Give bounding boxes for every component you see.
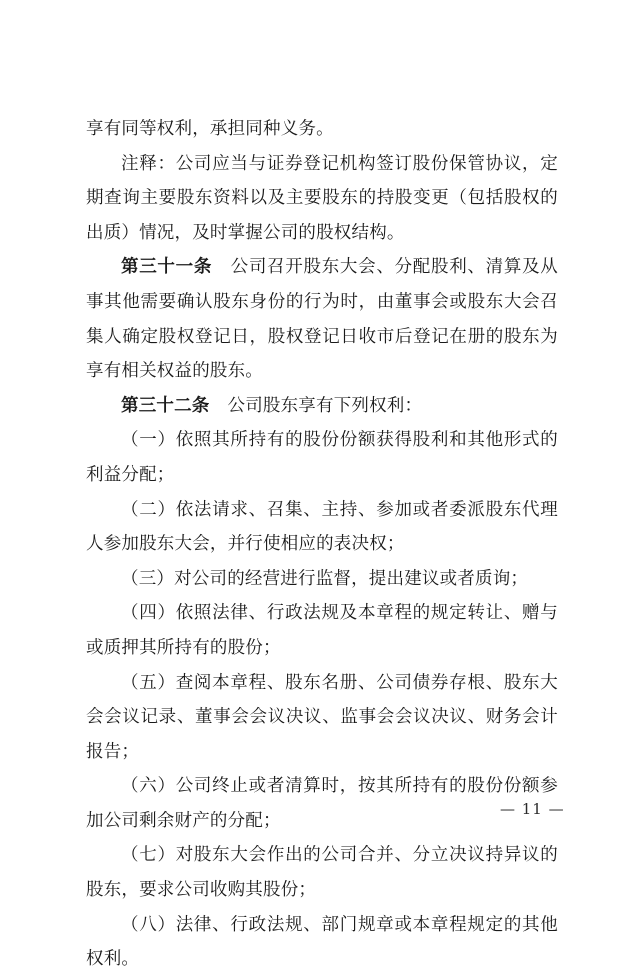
right-item-6: （六）公司终止或者清算时，按其所持有的股份份额参加公司剩余财产的分配；: [86, 776, 558, 831]
article-32: [86, 389, 558, 424]
right-item-4: （四）依照法律、行政法规及本章程的规定转让、赠与或质押其所持有的股份；: [86, 603, 558, 658]
right-item-8: （八）法律、行政法规、部门规章或本章程规定的其他权利。: [86, 914, 558, 970]
article-31-heading: 第三十一条: [121, 257, 213, 278]
document-body: [86, 112, 558, 977]
right-item-3: （三）对公司的经营进行监督，提出建议或者质询；: [121, 568, 529, 589]
paragraph-annotation: 注释：公司应当与证券登记机构签订股份保管协议，定期查询主要股东资料以及主要股东的持股变更（包括股权的出质）情况，及时掌握公司的股权结构。: [86, 153, 558, 243]
right-item-1: （一）依照其所持有的股份份额获得股利和其他形式的利益分配；: [86, 430, 558, 485]
right-item-2: （二）依法请求、召集、主持、参加或者委派股东代理人参加股东大会，并行使相应的表决权；: [86, 499, 558, 555]
article-31: [86, 250, 558, 388]
right-item-5: （五）查阅本章程、股东名册、公司债券存根、股东大会会议记录、董事会会议决议、监事会会议决议、财务会计报告；: [86, 672, 558, 762]
paragraph-continuation: 享有同等权利，承担同种义务。: [86, 119, 334, 139]
right-item-7: （七）对股东大会作出的公司合并、分立决议持异议的股东，要求公司收购其股份；: [86, 845, 558, 901]
article-32-heading: 第三十二条: [121, 395, 210, 416]
page-number: — 11 —: [500, 800, 565, 818]
article-32-text: 公司股东享有下列权利：: [227, 395, 423, 416]
article-31-text: 公司召开股东大会、分配股利、清算及从事其他需要确认股东身份的行为时，由董事会或股东大会召集人确定股权登记日，股权登记日收市后登记在册的股东为享有相关权益的股东。: [86, 257, 558, 382]
